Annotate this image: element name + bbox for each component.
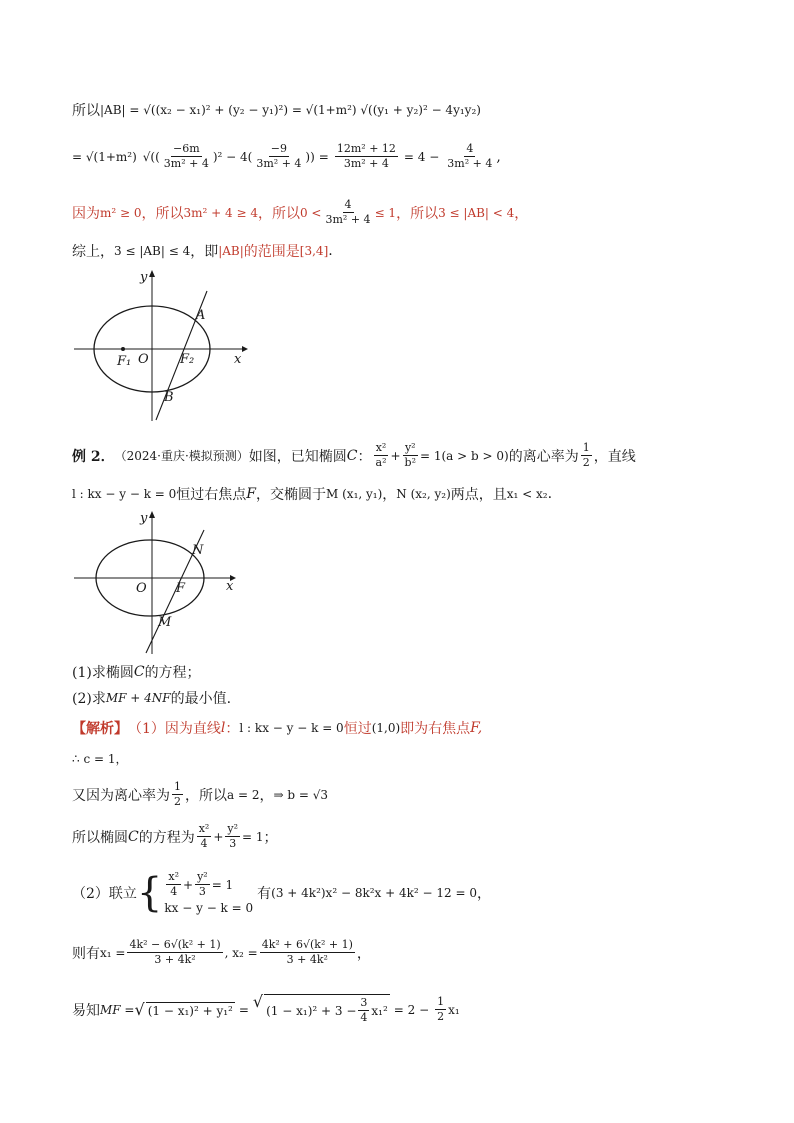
text: ，直线 <box>593 448 636 465</box>
sqrt-2 <box>253 994 390 1025</box>
text: 易知 <box>72 1002 100 1019</box>
example-source: （2024·重庆·模拟预测） <box>114 449 249 463</box>
open-paren: √(( <box>142 149 160 164</box>
text: 恒过右焦点 <box>176 487 247 503</box>
fraction-1 <box>162 142 211 171</box>
brace-icon: { <box>136 869 163 916</box>
radicand-part: (1 − x₁)² + 3 − <box>266 1003 357 1018</box>
one-half <box>435 995 446 1024</box>
text: 的范围是 <box>243 244 300 260</box>
focus-f: F <box>246 486 257 502</box>
label-b: B <box>164 390 174 405</box>
radical-icon: √ <box>252 992 264 1011</box>
ab-final-bound: 3 ≤ |AB| ≤ 4 <box>114 244 191 258</box>
period: . <box>547 486 553 502</box>
fraction-denominator: 4 <box>200 837 208 850</box>
fraction-denominator: 3m² + 4 <box>447 157 493 170</box>
lower-bound: 0 < <box>299 205 322 220</box>
fraction-numerator: y² <box>227 822 239 835</box>
text: ，交椭圆于 <box>256 487 327 503</box>
fixed-point: (1,0) <box>371 721 401 735</box>
point-m: M (x₁, y₁) <box>326 487 383 501</box>
solution-line-2 <box>72 750 128 767</box>
b-value: ⇒ b = √3 <box>273 787 328 802</box>
fraction-2 <box>254 142 303 171</box>
fraction-denominator: 3 + 4k² <box>286 953 328 966</box>
fraction-numerator: 1 <box>582 441 590 454</box>
x-term <box>197 822 212 851</box>
label-x: x <box>226 579 234 594</box>
y-axis-arrow <box>149 270 155 277</box>
fraction-numerator: 4 <box>344 198 352 211</box>
equals-one: = 1 <box>211 877 234 892</box>
label-f1: F₁ <box>117 354 132 369</box>
text: ，所以 <box>185 787 227 804</box>
fraction-numerator: 12m² + 12 <box>336 142 396 155</box>
open-paren: ( <box>247 149 253 164</box>
system-row-1 <box>164 870 253 899</box>
fraction-denominator: 2 <box>174 795 181 808</box>
fraction-3 <box>335 142 398 171</box>
fraction-denominator: 3 <box>198 885 206 898</box>
text: ，即 <box>190 244 219 260</box>
radical-icon: √ <box>134 999 145 1019</box>
equals-four-minus: = 4 − <box>403 149 440 164</box>
c-value: ∴ c = 1， <box>72 752 128 766</box>
equation-system <box>137 870 253 915</box>
fraction-denominator: b² <box>404 456 416 469</box>
text: ，所以 <box>396 205 439 222</box>
text: 的方程； <box>144 665 201 681</box>
label-f: F <box>176 581 186 596</box>
range-value: [3,4] <box>299 244 329 258</box>
x-order-condition: x₁ < x₂ <box>506 487 548 501</box>
label-o: O <box>136 581 147 596</box>
radicand-part: x₁² <box>371 1003 388 1018</box>
y-term <box>195 870 210 899</box>
fraction-denominator: 3m² + 4 <box>325 213 371 226</box>
eccentricity <box>581 441 592 470</box>
fraction-numerator: 1 <box>174 780 181 793</box>
radicand: (1 − x₁)² + y₁² <box>147 1003 233 1018</box>
plus: + <box>390 448 401 463</box>
upper-bound: ≤ 1 <box>374 205 397 220</box>
text: ， <box>476 885 491 902</box>
fraction-denominator: a² <box>375 456 387 469</box>
bound-fraction <box>324 198 373 227</box>
fraction-numerator: x² <box>168 870 179 883</box>
ellipse-c: C <box>346 447 358 464</box>
y-axis-arrow <box>149 511 155 518</box>
ab-symbol: |AB| <box>218 244 244 258</box>
example-2-line-1 <box>72 441 636 470</box>
text: 如图，已知椭圆 <box>248 448 347 465</box>
comma: , <box>496 148 501 165</box>
fraction-numerator: 4k² − 6√(k² + 1) <box>129 938 221 951</box>
text: ： <box>225 721 240 737</box>
fraction-denominator: 3m² + 4 <box>256 157 302 170</box>
x1-fraction <box>127 938 222 967</box>
ab-bound: 3 ≤ |AB| < 4 <box>438 205 515 220</box>
text: ， <box>356 945 371 962</box>
plus: + <box>183 877 194 892</box>
equals: = <box>238 1002 249 1017</box>
fraction-denominator: 3 <box>229 837 237 850</box>
text: ： <box>357 448 372 465</box>
period: . <box>328 243 333 259</box>
plus: + <box>213 829 224 844</box>
x-term <box>166 870 181 899</box>
text: (2)求 <box>72 691 106 707</box>
conclusion-line <box>72 241 333 261</box>
ellipse-figure-2 <box>70 508 245 658</box>
ellipse-c: C <box>133 664 145 680</box>
text: ， <box>259 787 274 804</box>
sqrt-1 <box>134 999 234 1019</box>
text: （2）联立 <box>72 885 137 902</box>
text: 又因为离心率为 <box>72 787 170 804</box>
fraction-numerator: 4k² + 6√(k² + 1) <box>261 938 353 951</box>
label-n: N <box>192 543 204 558</box>
label-y: y <box>140 270 148 285</box>
ab-length-line-2 <box>72 142 501 171</box>
label-o: O <box>138 352 149 367</box>
text: 所以 <box>72 103 100 119</box>
x-axis-arrow <box>242 346 248 352</box>
fraction-numerator: 4 <box>466 142 474 155</box>
text: 恒过 <box>343 721 372 737</box>
text: 即为右焦点 <box>400 721 471 737</box>
fraction-4 <box>445 142 494 171</box>
text: ， <box>514 205 529 222</box>
text: (1)求椭圆 <box>72 665 134 681</box>
x1-symbol: x₁ <box>448 1002 460 1017</box>
fraction-denominator: 3m² + 4 <box>343 157 389 170</box>
fraction-denominator: 2 <box>582 456 590 469</box>
text: ，所以 <box>141 205 184 222</box>
quadratic-equation: (3 + 4k²)x² − 8k²x + 4k² − 12 = 0 <box>271 885 477 900</box>
text: ； <box>263 829 278 846</box>
label-y: y <box>140 511 148 526</box>
y-term <box>225 822 240 851</box>
label-a: A <box>196 308 206 323</box>
question-2 <box>72 688 231 708</box>
mf-label: MF = <box>100 1002 135 1017</box>
fraction-denominator: 4 <box>360 1011 368 1024</box>
close-paren: ) <box>212 149 218 164</box>
solution-line-5 <box>72 870 491 915</box>
text: 的离心率为 <box>508 448 579 465</box>
line-l-symbol: l <box>220 720 226 736</box>
fraction-denominator: 2 <box>437 1010 445 1023</box>
ab-range-line <box>72 198 528 227</box>
text: 所以椭圆 <box>72 829 128 846</box>
solution-line-3 <box>72 780 328 809</box>
question-1 <box>72 662 201 682</box>
text: 两点，且 <box>450 487 507 503</box>
equals: = <box>318 149 329 164</box>
ab-length-line-1 <box>72 100 481 120</box>
ellipse-y-term <box>403 441 418 470</box>
equals-one: = 1 <box>242 829 264 844</box>
radicand <box>264 994 390 1025</box>
a-value: a = 2 <box>227 787 260 802</box>
fraction-denominator: 3m² + 4 <box>163 157 209 170</box>
text: ， <box>382 487 397 503</box>
text: 综上， <box>72 244 114 260</box>
ellipse-x-term <box>374 441 389 470</box>
focus-f1-point <box>121 347 125 351</box>
min-expression: MF + 4NF <box>105 691 171 705</box>
x1-label: x₁ = <box>100 945 126 960</box>
ellipse-condition: = 1(a > b > 0) <box>420 448 509 463</box>
text: （1）因为直线 <box>128 721 221 737</box>
ellipse-c: C <box>128 828 139 845</box>
system-row-2: kx − y − k = 0 <box>164 901 254 915</box>
close-paren: )) <box>305 149 315 164</box>
line-l-equation: l : kx − y − k = 0 <box>72 487 177 501</box>
x2-label: , x₂ = <box>224 945 258 960</box>
fraction-numerator: 1 <box>437 995 445 1008</box>
line-l-equation: l : kx − y − k = 0 <box>239 721 344 735</box>
m-nonneg: m² ≥ 0 <box>100 205 142 220</box>
point-n: N (x₂, y₂) <box>396 487 451 501</box>
system-rows <box>164 870 253 915</box>
text: 因为 <box>72 205 100 222</box>
solution-line-1 <box>72 718 482 738</box>
solution-line-7 <box>72 994 460 1025</box>
three-quarters <box>358 996 369 1025</box>
minus-term: ² − 4 <box>217 149 248 164</box>
eccentricity <box>172 780 183 809</box>
focus-f: F, <box>470 720 483 736</box>
label-m: M <box>158 615 172 630</box>
fraction-numerator: −9 <box>270 142 287 155</box>
fraction-numerator: −6m <box>172 142 200 155</box>
fraction-numerator: x² <box>198 822 210 835</box>
text: ，所以 <box>257 205 300 222</box>
fraction-denominator: 3 + 4k² <box>154 953 196 966</box>
fraction-numerator: 3 <box>360 996 368 1009</box>
fraction-denominator: 4 <box>170 885 178 898</box>
example-2-line-2 <box>72 484 552 504</box>
text: 则有 <box>72 945 100 962</box>
text: 的最小值. <box>170 691 232 707</box>
text: 有 <box>257 885 272 902</box>
fraction-numerator: y² <box>197 870 208 883</box>
x2-fraction <box>260 938 355 967</box>
example-label: 例 2． <box>72 448 115 465</box>
solution-line-6 <box>72 938 371 967</box>
solution-line-4 <box>72 822 278 851</box>
solution-tag: 【解析】 <box>72 721 128 737</box>
equals-two-minus: = 2 − <box>393 1002 430 1017</box>
denominator-bound: 3m² + 4 ≥ 4 <box>183 205 258 220</box>
sqrt-factor: = √(1+m²) <box>72 149 137 164</box>
fraction-numerator: x² <box>375 441 387 454</box>
fraction-numerator: y² <box>404 441 416 454</box>
ellipse-figure-1 <box>70 265 250 425</box>
label-x: x <box>234 352 242 367</box>
text: 的方程为 <box>138 829 195 846</box>
label-f2: F₂ <box>180 352 195 367</box>
ab-length-formula: |AB| = √((x₂ − x₁)² + (y₂ − y₁)²) = √(1+m²) √((y₁ + y₂)² − 4y₁y₂) <box>100 103 481 117</box>
